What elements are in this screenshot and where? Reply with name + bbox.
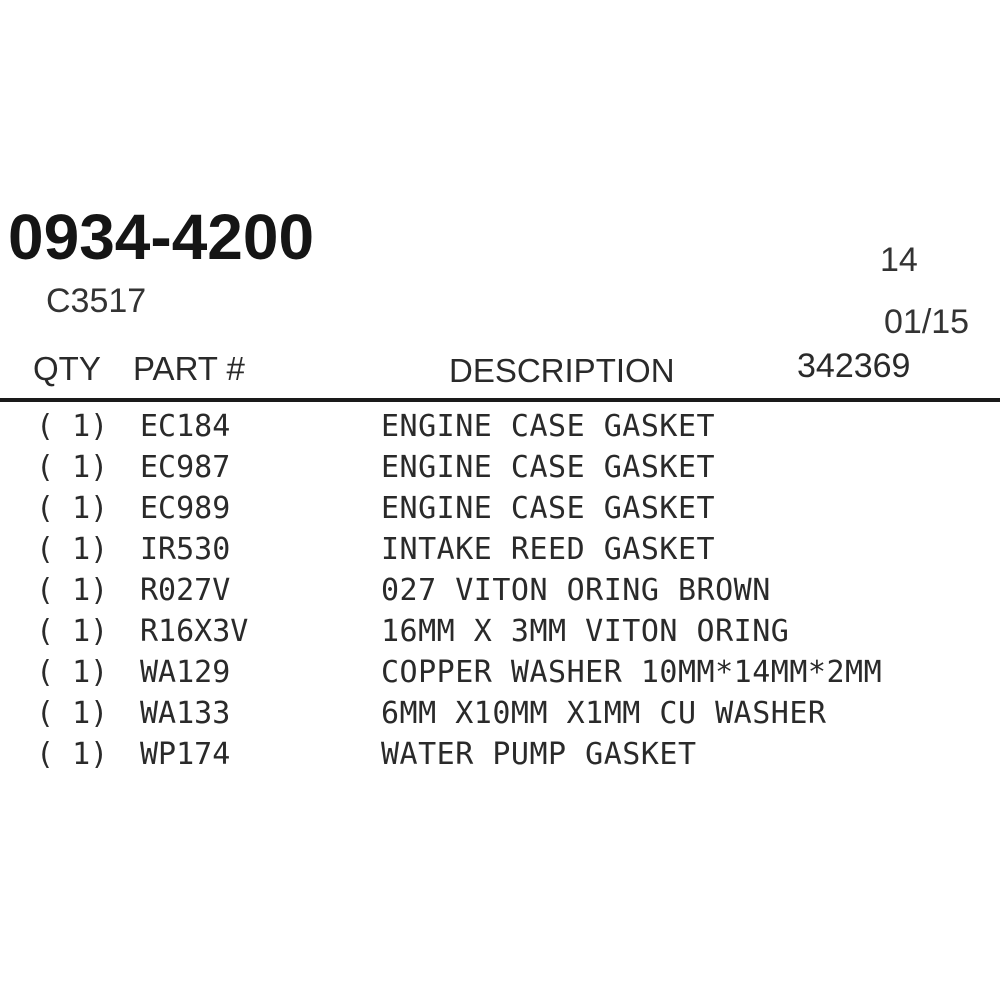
row-description: ENGINE CASE GASKET (381, 491, 716, 526)
parts-list (0, 406, 1000, 775)
row-part: IR530 (140, 532, 231, 567)
table-row (0, 611, 1000, 652)
table-row (0, 529, 1000, 570)
row-qty: ( 1) (36, 614, 109, 649)
kit-code: C3517 (46, 282, 147, 320)
row-part: EC987 (140, 450, 231, 485)
row-part: EC989 (140, 491, 231, 526)
column-header-part: PART # (133, 350, 245, 387)
row-qty: ( 1) (36, 696, 109, 731)
page-number: 14 (880, 241, 918, 279)
row-part: EC184 (140, 409, 231, 444)
row-qty: ( 1) (36, 409, 109, 444)
header-divider (0, 398, 1000, 402)
table-row (0, 734, 1000, 775)
row-qty: ( 1) (36, 737, 109, 772)
table-row (0, 570, 1000, 611)
row-part: R027V (140, 573, 231, 608)
row-description: WATER PUMP GASKET (381, 737, 697, 772)
column-header-description: DESCRIPTION (449, 352, 675, 389)
row-description: ENGINE CASE GASKET (381, 450, 716, 485)
row-qty: ( 1) (36, 573, 109, 608)
table-row (0, 652, 1000, 693)
row-description: COPPER WASHER 10MM*14MM*2MM (381, 655, 883, 690)
row-qty: ( 1) (36, 491, 109, 526)
row-description: INTAKE REED GASKET (381, 532, 716, 567)
row-qty: ( 1) (36, 655, 109, 690)
kit-part-number: 0934-4200 (8, 201, 315, 273)
table-row (0, 693, 1000, 734)
row-qty: ( 1) (36, 450, 109, 485)
table-row (0, 488, 1000, 529)
row-part: WA133 (140, 696, 231, 731)
print-date: 01/15 (884, 303, 970, 341)
row-description: 6MM X10MM X1MM CU WASHER (381, 696, 827, 731)
row-part: WP174 (140, 737, 231, 772)
table-row (0, 406, 1000, 447)
row-description: 027 VITON ORING BROWN (381, 573, 771, 608)
row-qty: ( 1) (36, 532, 109, 567)
table-row (0, 447, 1000, 488)
row-description: 16MM X 3MM VITON ORING (381, 614, 790, 649)
row-part: WA129 (140, 655, 231, 690)
row-description: ENGINE CASE GASKET (381, 409, 716, 444)
reference-number: 342369 (797, 347, 911, 385)
column-header-qty: QTY (33, 350, 101, 387)
row-part: R16X3V (140, 614, 249, 649)
